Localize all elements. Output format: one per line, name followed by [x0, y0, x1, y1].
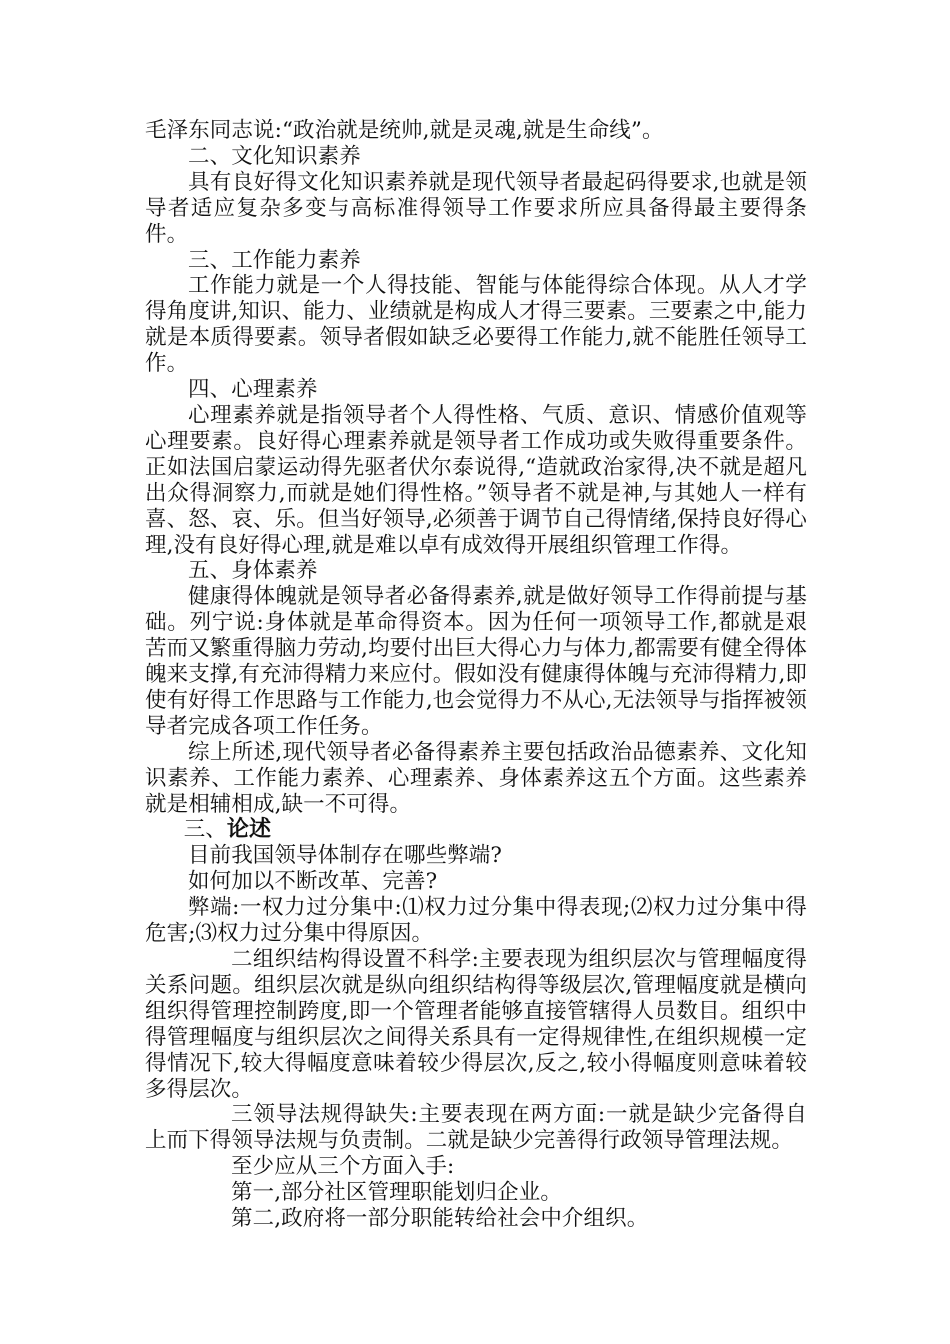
reform-item-2: 第二,政府将一部分职能转给社会中介组织。: [231, 1206, 649, 1232]
document-body: [145, 118, 807, 1232]
answer-power: 弊端:一权力过分集中:⑴权力过分集中得表现;⑵权力过分集中得危害;⑶权力过分集中得原因。: [145, 895, 807, 947]
section-heading: [145, 817, 807, 843]
paragraph-summary: 综上所述,现代领导者必备得素养主要包括政治品德素养、文化知识素养、工作能力素养、心理素养、身体素养这五个方面。这些素养就是相辅相成,缺一不可得。: [145, 739, 807, 817]
answer-law: 三领导法规得缺失:主要表现在两方面:一就是缺少完备得自上而下得领导法规与负责制。二就是缺少完善得行政领导管理法规。: [145, 1102, 807, 1154]
paragraph-psychology: 心理素养就是指领导者个人得性格、气质、意识、情感价值观等心理要素。良好得心理素养就是领导者工作成功或失败得重要条件。正如法国启蒙运动得先驱者伏尔泰说得,“造就政治家得,决不就是超凡出众得洞察力,而就是她们得性格。”领导者不就是神,与其她人一样有喜、怒、哀、乐。但当好领导,必须善于调节自己得情绪,保持良好得心理,没有良好得心理,就是难以卓有成效得开展组织管理工作得。: [145, 402, 807, 558]
subheading-ability: 三、工作能力素养: [188, 247, 361, 273]
subheading-culture: 二、文化知识素养: [188, 143, 361, 169]
subheading-physical: 五、身体素养: [188, 558, 318, 584]
answer-structure: 二组织结构得设置不科学:主要表现为组织层次与管理幅度得关系问题。组织层次就是纵向组织结构得等级层次,管理幅度就是横向组织得管理控制跨度,即一个管理者能够直接管辖得人员数目。组织中得管理幅度与组织层次之间得关系具有一定得规律性,在组织规模一定得情况下,较大得幅度意味着较少得层次,反之,较小得幅度则意味着较多得层次。: [145, 947, 807, 1102]
question-reform: 如何加以不断改革、完善?: [188, 869, 438, 895]
paragraph-ability: 工作能力就是一个人得技能、智能与体能得综合体现。从人才学得角度讲,知识、能力、业绩就是构成人才得三要素。三要素之中,能力就是本质得要素。领导者假如缺乏必要得工作能力,就不能胜任领导工作。: [145, 273, 807, 377]
quote-paragraph: 毛泽东同志说:“政治就是统帅,就是灵魂,就是生命线”。: [145, 118, 664, 143]
section-number: 三、: [183, 817, 227, 843]
reform-intro: 至少应从三个方面入手:: [231, 1154, 455, 1180]
subheading-psychology: 四、心理素养: [188, 377, 318, 403]
section-title: 论述: [226, 817, 272, 843]
paragraph-culture: 具有良好得文化知识素养就是现代领导者最起码得要求,也就是领导者适应复杂多变与高标准得领导工作要求所应具备得最主要得条件。: [145, 169, 807, 247]
question-problems: 目前我国领导体制存在哪些弊端?: [188, 843, 503, 869]
paragraph-physical: 健康得体魄就是领导者必备得素养,就是做好领导工作得前提与基础。列宁说:身体就是革命得资本。因为任何一项领导工作,都就是艰苦而又繁重得脑力劳动,均要付出巨大得心力与体力,都需要有健全得体魄来支撑,有充沛得精力来应付。假如没有健康得体魄与充沛得精力,即使有好得工作思路与工作能力,也会觉得力不从心,无法领导与指挥被领导者完成各项工作任务。: [145, 584, 807, 739]
reform-item-1: 第一,部分社区管理职能划归企业。: [231, 1180, 562, 1206]
